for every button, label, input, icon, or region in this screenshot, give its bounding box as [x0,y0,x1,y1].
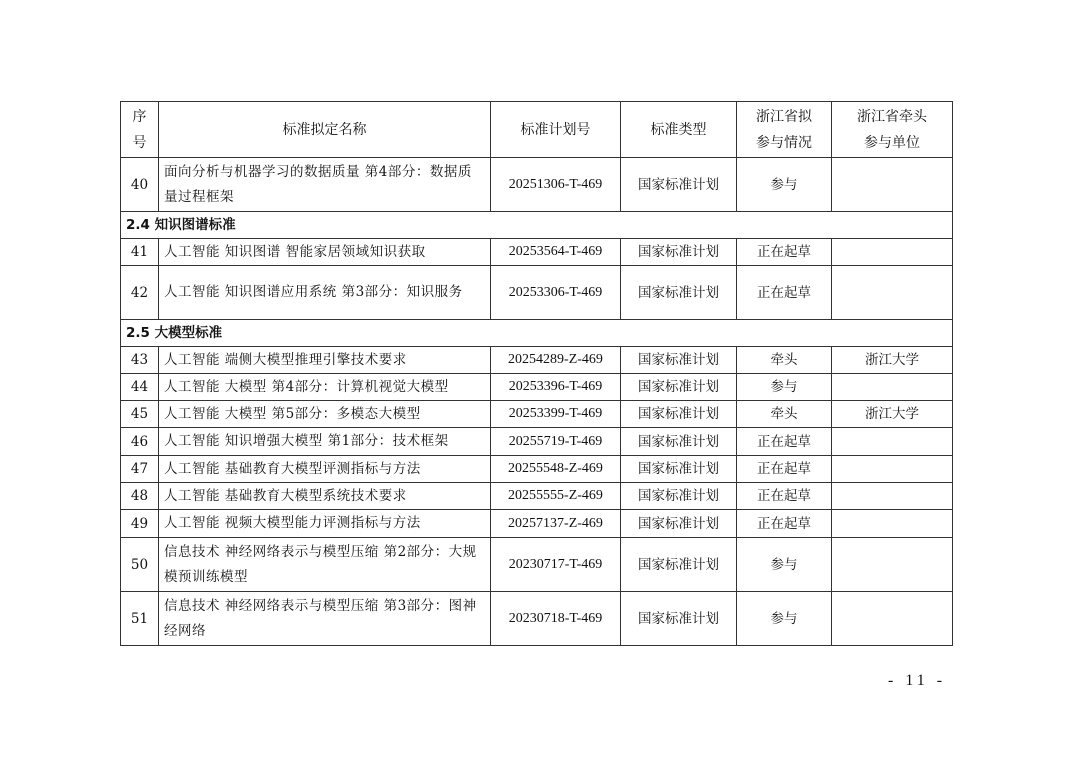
header-unit: 浙江省牵头参与单位 [832,102,953,158]
row-part: 正在起草 [737,483,832,510]
header-plan: 标准计划号 [491,102,621,158]
row-unit [832,538,953,592]
section-row [121,320,953,347]
table-row [121,374,953,401]
row-num: 40 [121,158,159,212]
row-type: 国家标准计划 [621,510,737,538]
row-type: 国家标准计划 [621,401,737,428]
row-unit [832,592,953,646]
row-type: 国家标准计划 [621,456,737,483]
row-part: 正在起草 [737,510,832,538]
row-name: 人工智能 大模型 第5部分：多模态大模型 [159,401,491,428]
row-type: 国家标准计划 [621,374,737,401]
row-type: 国家标准计划 [621,538,737,592]
table-row [121,592,953,646]
row-plan: 20254289-Z-469 [491,347,621,374]
row-part: 参与 [737,538,832,592]
header-part: 浙江省拟参与情况 [737,102,832,158]
row-num: 43 [121,347,159,374]
row-unit [832,456,953,483]
row-part: 正在起草 [737,239,832,266]
row-name: 人工智能 视频大模型能力评测指标与方法 [159,510,491,538]
row-plan: 20253396-T-469 [491,374,621,401]
row-num: 50 [121,538,159,592]
row-part: 参与 [737,592,832,646]
row-plan: 20253564-T-469 [491,239,621,266]
row-unit [832,483,953,510]
row-plan: 20255548-Z-469 [491,456,621,483]
row-plan: 20230718-T-469 [491,592,621,646]
row-name: 人工智能 知识图谱应用系统 第3部分：知识服务 [159,266,491,320]
row-unit [832,428,953,456]
row-num: 48 [121,483,159,510]
row-part: 参与 [737,158,832,212]
row-unit [832,374,953,401]
row-name: 信息技术 神经网络表示与模型压缩 第3部分：图神经网络 [159,592,491,646]
row-type: 国家标准计划 [621,239,737,266]
row-part: 正在起草 [737,456,832,483]
row-plan: 20230717-T-469 [491,538,621,592]
table-row [121,401,953,428]
page-number: - 11 - [888,672,947,689]
table-row [121,158,953,212]
row-unit [832,266,953,320]
row-part: 正在起草 [737,266,832,320]
row-num: 49 [121,510,159,538]
row-unit [832,158,953,212]
table-row [121,483,953,510]
row-unit: 浙江大学 [832,401,953,428]
table-row [121,347,953,374]
section-row [121,212,953,239]
row-unit: 浙江大学 [832,347,953,374]
table-row [121,538,953,592]
row-type: 国家标准计划 [621,428,737,456]
row-type: 国家标准计划 [621,347,737,374]
row-part: 参与 [737,374,832,401]
row-name: 人工智能 知识图谱 智能家居领域知识获取 [159,239,491,266]
row-type: 国家标准计划 [621,483,737,510]
row-type: 国家标准计划 [621,592,737,646]
table-row [121,510,953,538]
standards-table [120,101,953,646]
row-name: 人工智能 基础教育大模型评测指标与方法 [159,456,491,483]
header-name: 标准拟定名称 [159,102,491,158]
row-name: 人工智能 大模型 第4部分：计算机视觉大模型 [159,374,491,401]
row-part: 牵头 [737,401,832,428]
row-plan: 20251306-T-469 [491,158,621,212]
row-plan: 20253306-T-469 [491,266,621,320]
row-unit [832,510,953,538]
row-plan: 20255555-Z-469 [491,483,621,510]
row-type: 国家标准计划 [621,158,737,212]
row-name: 人工智能 知识增强大模型 第1部分：技术框架 [159,428,491,456]
row-name: 人工智能 基础教育大模型系统技术要求 [159,483,491,510]
row-type: 国家标准计划 [621,266,737,320]
row-name: 信息技术 神经网络表示与模型压缩 第2部分：大规模预训练模型 [159,538,491,592]
row-num: 42 [121,266,159,320]
section-heading: 2.5 大模型标准 [121,320,953,347]
row-plan: 20253399-T-469 [491,401,621,428]
header-type: 标准类型 [621,102,737,158]
table-row [121,266,953,320]
row-num: 51 [121,592,159,646]
table-row [121,456,953,483]
row-plan: 20255719-T-469 [491,428,621,456]
row-name: 人工智能 端侧大模型推理引擎技术要求 [159,347,491,374]
row-num: 45 [121,401,159,428]
header-num: 序号 [121,102,159,158]
row-num: 47 [121,456,159,483]
row-num: 41 [121,239,159,266]
section-heading: 2.4 知识图谱标准 [121,212,953,239]
row-unit [832,239,953,266]
row-plan: 20257137-Z-469 [491,510,621,538]
row-num: 46 [121,428,159,456]
header-row [121,102,953,158]
row-part: 正在起草 [737,428,832,456]
row-name: 面向分析与机器学习的数据质量 第4部分：数据质量过程框架 [159,158,491,212]
table-row [121,239,953,266]
table-row [121,428,953,456]
row-part: 牵头 [737,347,832,374]
row-num: 44 [121,374,159,401]
